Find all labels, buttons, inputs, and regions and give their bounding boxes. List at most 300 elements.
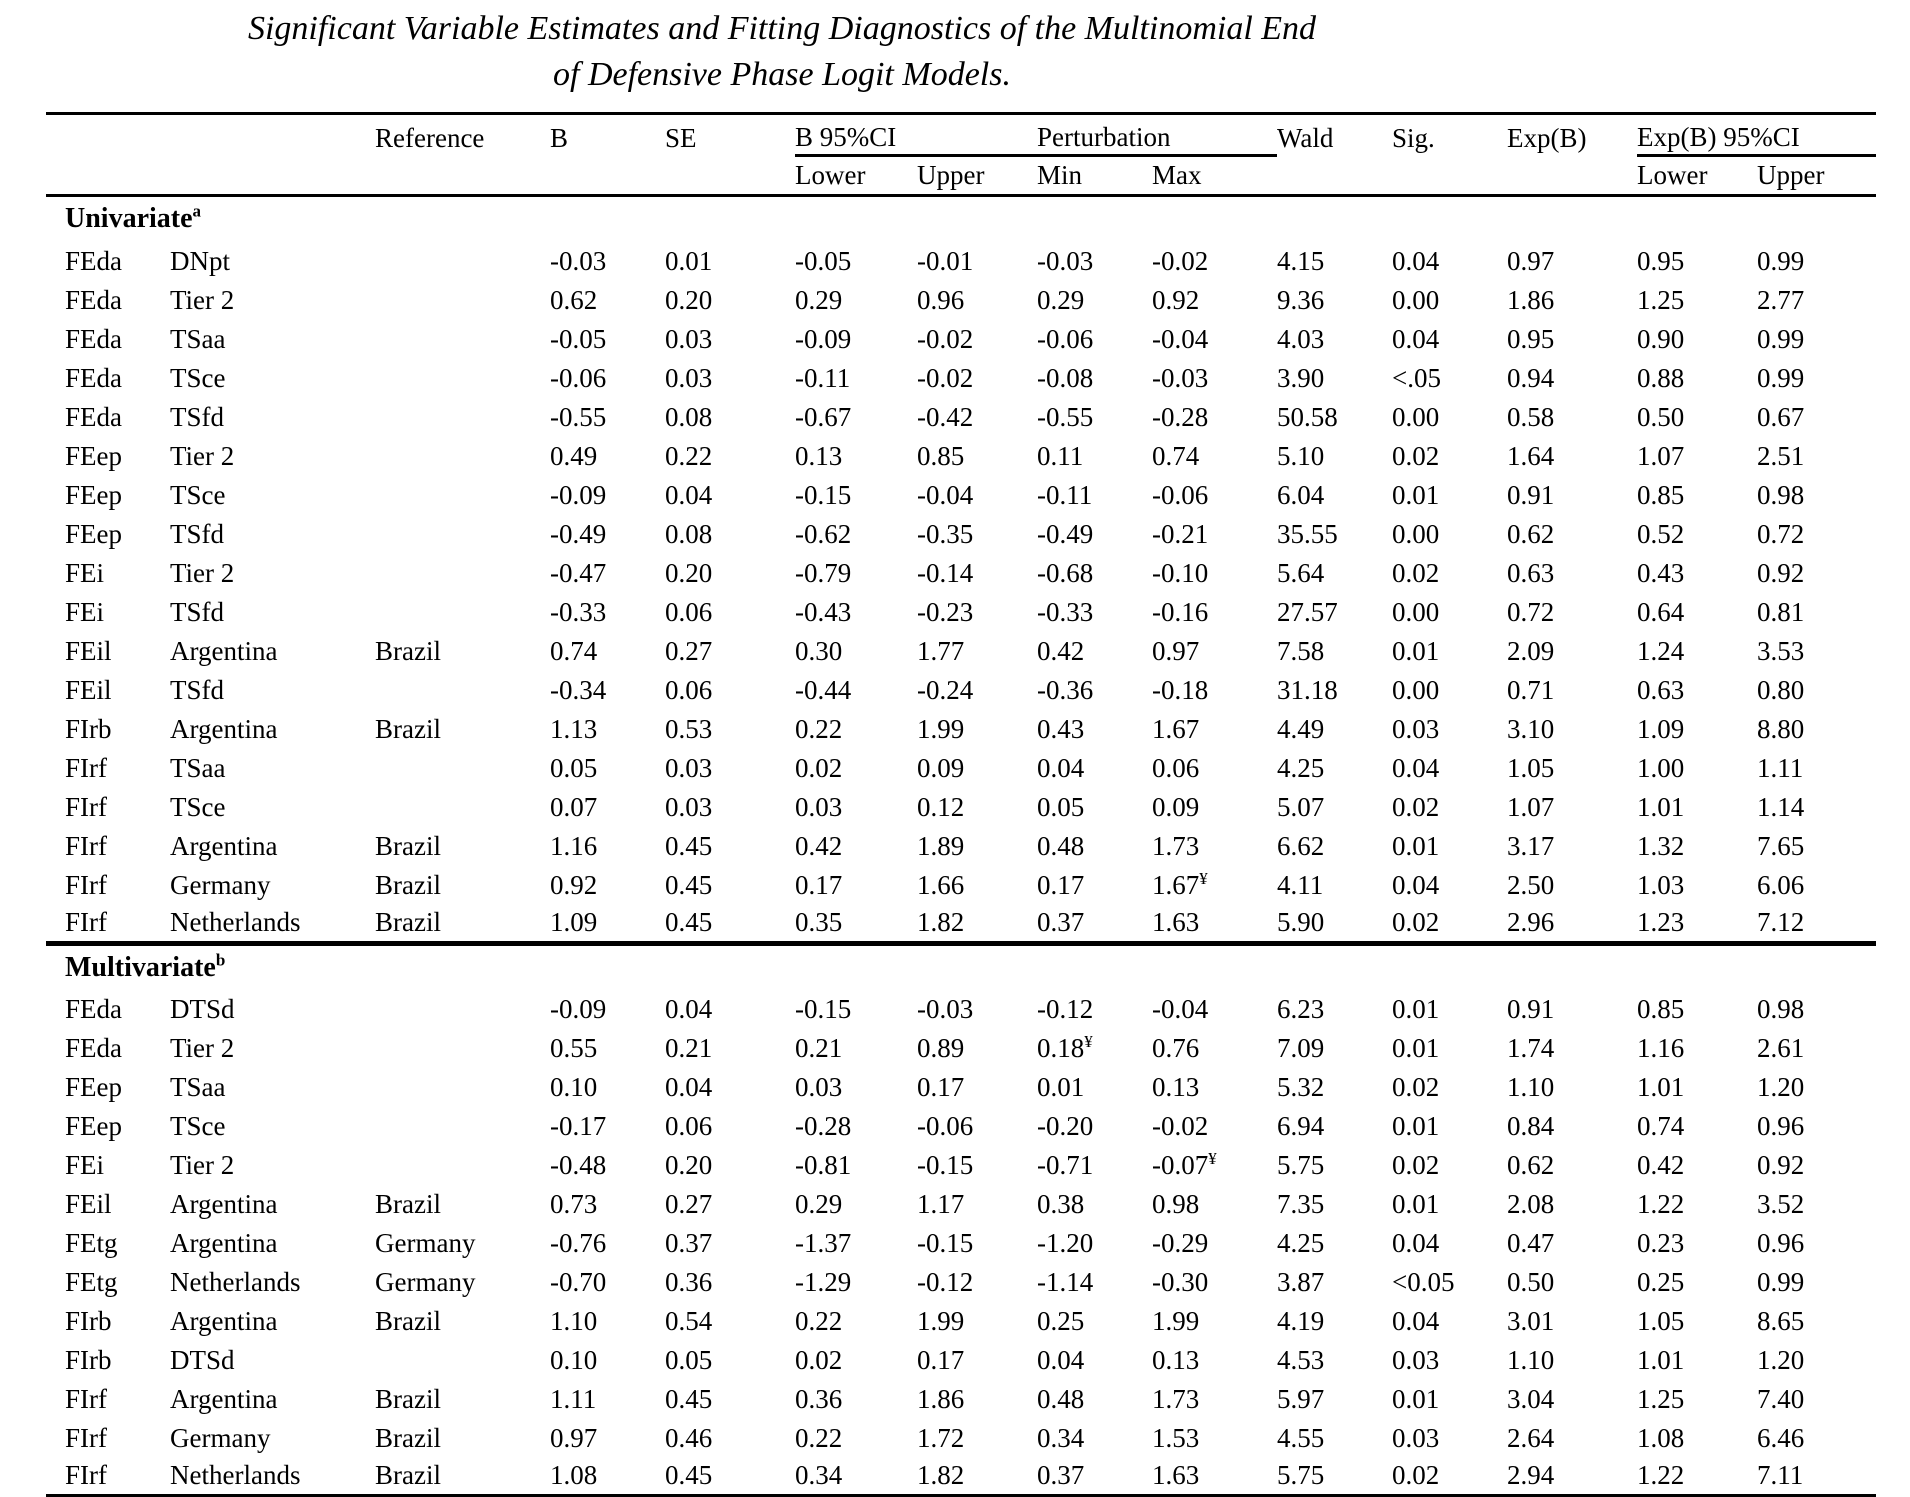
cell-se: 0.01 bbox=[665, 245, 713, 276]
cell-perturb-max: 0.74 bbox=[1152, 440, 1200, 471]
subheader-max: Max bbox=[1152, 156, 1277, 196]
cell-b-ci-upper: 1.82 bbox=[917, 1460, 965, 1491]
subheader-exp-lower: Lower bbox=[1637, 156, 1757, 196]
cell-b-ci-upper: -0.02 bbox=[917, 323, 974, 354]
cell-model: FEep bbox=[65, 518, 122, 549]
cell-perturb-max: 1.99 bbox=[1152, 1305, 1200, 1336]
cell-b-ci-upper: 0.85 bbox=[917, 440, 965, 471]
cell-b-ci-upper: -0.14 bbox=[917, 557, 974, 588]
cell-exp-b-ci-upper: 0.99 bbox=[1757, 245, 1805, 276]
header-reference: Reference bbox=[375, 114, 550, 156]
cell-exp-b-ci-upper: 7.65 bbox=[1757, 830, 1805, 861]
cell-perturb-max: 0.06 bbox=[1152, 752, 1200, 783]
cell-exp-b-ci-upper: 1.14 bbox=[1757, 791, 1805, 822]
cell-exp-b: 2.94 bbox=[1507, 1460, 1555, 1491]
subheader-spacer bbox=[1507, 156, 1637, 196]
cell-reference bbox=[375, 1029, 550, 1068]
cell-reference: Brazil bbox=[375, 1188, 441, 1219]
cell-variable: TSce bbox=[170, 1110, 226, 1141]
cell-perturb-max: 1.67¥ bbox=[1152, 868, 1208, 900]
cell-wald: 4.49 bbox=[1277, 713, 1325, 744]
cell-variable: Netherlands bbox=[170, 1460, 301, 1491]
cell-exp-b: 1.07 bbox=[1507, 791, 1555, 822]
cell-exp-b-ci-upper: 0.96 bbox=[1757, 1110, 1805, 1141]
header-exp-b: Exp(B) bbox=[1507, 114, 1637, 156]
cell-variable: Tier 2 bbox=[170, 557, 235, 588]
cell-model: FIrf bbox=[65, 791, 107, 822]
table-row bbox=[46, 905, 1876, 944]
header-row-groups bbox=[46, 114, 1876, 156]
cell-exp-b-ci-lower: 0.74 bbox=[1637, 1110, 1685, 1141]
cell-b-ci-lower: -0.44 bbox=[795, 674, 852, 705]
cell-reference: Brazil bbox=[375, 830, 441, 861]
subheader-spacer bbox=[375, 156, 550, 196]
cell-se: 0.05 bbox=[665, 1344, 713, 1375]
cell-wald: 35.55 bbox=[1277, 518, 1338, 549]
cell-exp-b: 1.10 bbox=[1507, 1071, 1555, 1102]
cell-se: 0.20 bbox=[665, 1149, 713, 1180]
cell-b: 0.10 bbox=[550, 1344, 598, 1375]
cell-reference: Brazil bbox=[375, 1460, 441, 1491]
cell-wald: 4.11 bbox=[1277, 869, 1324, 900]
cell-perturb-min: 0.48 bbox=[1037, 1383, 1085, 1414]
cell-perturb-min: 0.04 bbox=[1037, 752, 1085, 783]
cell-se: 0.46 bbox=[665, 1422, 713, 1453]
cell-model: FEda bbox=[65, 245, 122, 276]
cell-exp-b: 0.94 bbox=[1507, 362, 1555, 393]
cell-variable: Argentina bbox=[170, 1227, 278, 1258]
cell-reference bbox=[375, 1341, 550, 1380]
subheader-spacer bbox=[1392, 156, 1507, 196]
cell-reference bbox=[375, 1107, 550, 1146]
cell-b-ci-lower: -0.05 bbox=[795, 245, 852, 276]
cell-perturb-max: -0.29 bbox=[1152, 1227, 1209, 1258]
cell-b: -0.17 bbox=[550, 1110, 607, 1141]
table-row bbox=[46, 1107, 1876, 1146]
cell-exp-b-ci-upper: 0.96 bbox=[1757, 1227, 1805, 1258]
cell-exp-b-ci-upper: 2.61 bbox=[1757, 1032, 1805, 1063]
cell-b-ci-upper: 1.72 bbox=[917, 1422, 965, 1453]
cell-exp-b: 2.64 bbox=[1507, 1422, 1555, 1453]
cell-b: 0.62 bbox=[550, 284, 598, 315]
subheader-exp-upper: Upper bbox=[1757, 156, 1876, 196]
header-group-b-ci: B 95%CI bbox=[795, 114, 1037, 156]
cell-wald: 6.62 bbox=[1277, 830, 1325, 861]
cell-variable: Germany bbox=[170, 869, 271, 900]
cell-b-ci-upper: -0.03 bbox=[917, 993, 974, 1024]
cell-sig: 0.04 bbox=[1392, 869, 1440, 900]
cell-model: FEil bbox=[65, 635, 112, 666]
cell-se: 0.03 bbox=[665, 752, 713, 783]
subheader-b-lower: Lower bbox=[795, 156, 917, 196]
cell-variable: TSaa bbox=[170, 1071, 226, 1102]
cell-b: -0.33 bbox=[550, 596, 607, 627]
cell-b-ci-lower: -0.15 bbox=[795, 993, 852, 1024]
cell-model: FEil bbox=[65, 674, 112, 705]
cell-b-ci-lower: 0.29 bbox=[795, 284, 843, 315]
cell-exp-b: 2.50 bbox=[1507, 869, 1555, 900]
cell-b-ci-lower: 0.22 bbox=[795, 713, 843, 744]
cell-exp-b-ci-lower: 0.90 bbox=[1637, 323, 1685, 354]
cell-exp-b: 0.84 bbox=[1507, 1110, 1555, 1141]
cell-exp-b: 0.47 bbox=[1507, 1227, 1555, 1258]
cell-exp-b: 0.62 bbox=[1507, 1149, 1555, 1180]
cell-exp-b-ci-upper: 0.99 bbox=[1757, 323, 1805, 354]
cell-se: 0.45 bbox=[665, 869, 713, 900]
table-row bbox=[46, 1341, 1876, 1380]
cell-b-ci-upper: 0.89 bbox=[917, 1032, 965, 1063]
cell-perturb-min: 0.37 bbox=[1037, 907, 1085, 938]
cell-b-ci-upper: 0.12 bbox=[917, 791, 965, 822]
cell-reference: Brazil bbox=[375, 1305, 441, 1336]
cell-exp-b-ci-lower: 1.01 bbox=[1637, 1071, 1685, 1102]
subheader-spacer bbox=[1277, 156, 1392, 196]
cell-b: 1.11 bbox=[550, 1383, 597, 1414]
cell-model: FEda bbox=[65, 323, 122, 354]
cell-b-ci-lower: -0.62 bbox=[795, 518, 852, 549]
cell-exp-b-ci-upper: 8.65 bbox=[1757, 1305, 1805, 1336]
cell-perturb-min: -0.55 bbox=[1037, 401, 1094, 432]
cell-perturb-max: -0.28 bbox=[1152, 401, 1209, 432]
table-row bbox=[46, 1224, 1876, 1263]
cell-exp-b: 0.63 bbox=[1507, 557, 1555, 588]
cell-variable: Argentina bbox=[170, 1188, 278, 1219]
cell-sig: 0.04 bbox=[1392, 323, 1440, 354]
cell-se: 0.36 bbox=[665, 1266, 713, 1297]
cell-perturb-max: -0.02 bbox=[1152, 1110, 1209, 1141]
cell-variable: Germany bbox=[170, 1422, 271, 1453]
cell-sig: 0.01 bbox=[1392, 1383, 1440, 1414]
cell-exp-b-ci-lower: 1.01 bbox=[1637, 1344, 1685, 1375]
cell-exp-b-ci-upper: 1.20 bbox=[1757, 1071, 1805, 1102]
cell-reference: Germany bbox=[375, 1227, 476, 1258]
cell-exp-b-ci-lower: 0.23 bbox=[1637, 1227, 1685, 1258]
table-row bbox=[46, 749, 1876, 788]
cell-sig: 0.02 bbox=[1392, 791, 1440, 822]
cell-b-ci-upper: -0.15 bbox=[917, 1149, 974, 1180]
cell-sig: 0.01 bbox=[1392, 830, 1440, 861]
cell-model: FEtg bbox=[65, 1227, 118, 1258]
cell-variable: TSce bbox=[170, 479, 226, 510]
cell-model: FIrb bbox=[65, 1344, 112, 1375]
cell-exp-b-ci-lower: 1.23 bbox=[1637, 907, 1685, 938]
cell-perturb-min: 0.43 bbox=[1037, 713, 1085, 744]
cell-b-ci-lower: -1.29 bbox=[795, 1266, 852, 1297]
cell-model: FIrb bbox=[65, 713, 112, 744]
cell-exp-b-ci-upper: 1.11 bbox=[1757, 752, 1804, 783]
cell-b: 0.55 bbox=[550, 1032, 598, 1063]
header-group-exp-b-ci: Exp(B) 95%CI bbox=[1637, 114, 1876, 156]
table-row bbox=[46, 437, 1876, 476]
subheader-b-upper: Upper bbox=[917, 156, 1037, 196]
cell-reference bbox=[375, 320, 550, 359]
table-row bbox=[46, 710, 1876, 749]
cell-model: FEep bbox=[65, 1110, 122, 1141]
cell-exp-b-ci-upper: 6.06 bbox=[1757, 869, 1805, 900]
cell-exp-b-ci-lower: 0.85 bbox=[1637, 479, 1685, 510]
cell-exp-b: 0.91 bbox=[1507, 479, 1555, 510]
cell-exp-b-ci-lower: 1.22 bbox=[1637, 1460, 1685, 1491]
cell-model: FIrf bbox=[65, 830, 107, 861]
table-header bbox=[46, 114, 1876, 196]
cell-wald: 3.90 bbox=[1277, 362, 1325, 393]
cell-b-ci-upper: -0.06 bbox=[917, 1110, 974, 1141]
cell-se: 0.04 bbox=[665, 479, 713, 510]
cell-b-ci-lower: 0.02 bbox=[795, 1344, 843, 1375]
section-header-row bbox=[46, 944, 1876, 990]
cell-model: FIrf bbox=[65, 1383, 107, 1414]
cell-perturb-max: 1.73 bbox=[1152, 830, 1200, 861]
subheader-spacer bbox=[665, 156, 795, 196]
cell-b: 1.09 bbox=[550, 907, 598, 938]
cell-variable: TSce bbox=[170, 362, 226, 393]
cell-b-ci-lower: -0.43 bbox=[795, 596, 852, 627]
header-b: B bbox=[550, 114, 665, 156]
cell-perturb-min: -0.03 bbox=[1037, 245, 1094, 276]
cell-variable: TSfd bbox=[170, 518, 224, 549]
cell-exp-b: 1.10 bbox=[1507, 1344, 1555, 1375]
cell-reference: Brazil bbox=[375, 869, 441, 900]
header-sig: Sig. bbox=[1392, 114, 1507, 156]
results-table bbox=[46, 112, 1876, 1497]
cell-b: 0.92 bbox=[550, 869, 598, 900]
subheader-min: Min bbox=[1037, 156, 1152, 196]
cell-sig: <0.05 bbox=[1392, 1266, 1455, 1297]
cell-wald: 4.55 bbox=[1277, 1422, 1325, 1453]
cell-model: FEda bbox=[65, 401, 122, 432]
cell-reference bbox=[375, 990, 550, 1029]
cell-perturb-min: -0.71 bbox=[1037, 1149, 1094, 1180]
cell-wald: 7.58 bbox=[1277, 635, 1325, 666]
table-row bbox=[46, 1068, 1876, 1107]
cell-model: FEda bbox=[65, 284, 122, 315]
cell-perturb-min: -0.06 bbox=[1037, 323, 1094, 354]
cell-sig: 0.02 bbox=[1392, 1149, 1440, 1180]
cell-b: 0.73 bbox=[550, 1188, 598, 1219]
cell-sig: 0.00 bbox=[1392, 518, 1440, 549]
cell-model: FEda bbox=[65, 362, 122, 393]
cell-model: FIrf bbox=[65, 907, 107, 938]
cell-reference: Brazil bbox=[375, 907, 441, 938]
cell-wald: 4.25 bbox=[1277, 752, 1325, 783]
table-row bbox=[46, 990, 1876, 1029]
cell-b-ci-lower: 0.02 bbox=[795, 752, 843, 783]
cell-b-ci-lower: -0.79 bbox=[795, 557, 852, 588]
cell-sig: 0.02 bbox=[1392, 1071, 1440, 1102]
cell-sig: 0.01 bbox=[1392, 1032, 1440, 1063]
cell-exp-b: 1.64 bbox=[1507, 440, 1555, 471]
cell-exp-b-ci-upper: 7.12 bbox=[1757, 907, 1805, 938]
cell-b: -0.55 bbox=[550, 401, 607, 432]
section-label: Multivariate$^b$ bbox=[46, 944, 1876, 990]
cell-b-ci-lower: 0.30 bbox=[795, 635, 843, 666]
table-row bbox=[46, 1029, 1876, 1068]
cell-reference bbox=[375, 242, 550, 281]
cell-exp-b-ci-lower: 0.95 bbox=[1637, 245, 1685, 276]
cell-exp-b-ci-upper: 6.46 bbox=[1757, 1422, 1805, 1453]
cell-wald: 7.35 bbox=[1277, 1188, 1325, 1219]
cell-model: FEi bbox=[65, 1149, 105, 1180]
cell-b-ci-upper: 0.96 bbox=[917, 284, 965, 315]
cell-b-ci-lower: -0.11 bbox=[795, 362, 851, 393]
cell-exp-b: 0.97 bbox=[1507, 245, 1555, 276]
cell-model: FEep bbox=[65, 440, 122, 471]
cell-exp-b-ci-lower: 0.52 bbox=[1637, 518, 1685, 549]
cell-sig: 0.04 bbox=[1392, 1305, 1440, 1336]
cell-wald: 5.97 bbox=[1277, 1383, 1325, 1414]
cell-b-ci-upper: 1.89 bbox=[917, 830, 965, 861]
cell-sig: <.05 bbox=[1392, 362, 1441, 393]
cell-se: 0.45 bbox=[665, 1383, 713, 1414]
cell-se: 0.37 bbox=[665, 1227, 713, 1258]
subheader-spacer bbox=[46, 156, 170, 196]
cell-perturb-max: 0.92 bbox=[1152, 284, 1200, 315]
section-header-row bbox=[46, 196, 1876, 242]
table-title-line2: of Defensive Phase Logit Models. bbox=[553, 56, 1011, 93]
table-row bbox=[46, 788, 1876, 827]
cell-b: -0.70 bbox=[550, 1266, 607, 1297]
cell-exp-b-ci-upper: 0.80 bbox=[1757, 674, 1805, 705]
cell-variable: TSaa bbox=[170, 323, 226, 354]
cell-b-ci-lower: -1.37 bbox=[795, 1227, 852, 1258]
cell-sig: 0.00 bbox=[1392, 401, 1440, 432]
cell-variable: Tier 2 bbox=[170, 1032, 235, 1063]
cell-b-ci-lower: 0.36 bbox=[795, 1383, 843, 1414]
cell-exp-b-ci-upper: 2.51 bbox=[1757, 440, 1805, 471]
cell-perturb-min: -0.08 bbox=[1037, 362, 1094, 393]
cell-exp-b-ci-upper: 3.53 bbox=[1757, 635, 1805, 666]
cell-exp-b-ci-upper: 0.99 bbox=[1757, 1266, 1805, 1297]
cell-wald: 27.57 bbox=[1277, 596, 1338, 627]
cell-se: 0.22 bbox=[665, 440, 713, 471]
cell-b: 1.10 bbox=[550, 1305, 598, 1336]
cell-sig: 0.02 bbox=[1392, 1460, 1440, 1491]
cell-b: -0.09 bbox=[550, 479, 607, 510]
cell-exp-b-ci-upper: 7.40 bbox=[1757, 1383, 1805, 1414]
cell-variable: Argentina bbox=[170, 635, 278, 666]
cell-perturb-min: 0.48 bbox=[1037, 830, 1085, 861]
cell-exp-b: 1.05 bbox=[1507, 752, 1555, 783]
cell-exp-b-ci-lower: 0.88 bbox=[1637, 362, 1685, 393]
cell-perturb-max: -0.30 bbox=[1152, 1266, 1209, 1297]
cell-perturb-min: 0.18¥ bbox=[1037, 1031, 1093, 1063]
cell-wald: 6.04 bbox=[1277, 479, 1325, 510]
cell-variable: Netherlands bbox=[170, 907, 301, 938]
cell-se: 0.03 bbox=[665, 791, 713, 822]
cell-model: FEda bbox=[65, 1032, 122, 1063]
cell-model: FEi bbox=[65, 557, 105, 588]
cell-se: 0.08 bbox=[665, 518, 713, 549]
cell-b-ci-upper: -0.15 bbox=[917, 1227, 974, 1258]
header-row-sub bbox=[46, 156, 1876, 196]
cell-se: 0.45 bbox=[665, 830, 713, 861]
cell-exp-b: 0.95 bbox=[1507, 323, 1555, 354]
cell-b-ci-lower: -0.15 bbox=[795, 479, 852, 510]
cell-exp-b-ci-upper: 1.20 bbox=[1757, 1344, 1805, 1375]
cell-perturb-max: -0.21 bbox=[1152, 518, 1209, 549]
cell-perturb-max: -0.02 bbox=[1152, 245, 1209, 276]
cell-b-ci-upper: -0.04 bbox=[917, 479, 974, 510]
cell-wald: 6.94 bbox=[1277, 1110, 1325, 1141]
cell-exp-b-ci-lower: 0.85 bbox=[1637, 993, 1685, 1024]
cell-se: 0.20 bbox=[665, 284, 713, 315]
cell-perturb-max: -0.10 bbox=[1152, 557, 1209, 588]
cell-reference: Brazil bbox=[375, 713, 441, 744]
cell-se: 0.45 bbox=[665, 1460, 713, 1491]
cell-exp-b: 2.96 bbox=[1507, 907, 1555, 938]
cell-variable: Tier 2 bbox=[170, 440, 235, 471]
cell-wald: 9.36 bbox=[1277, 284, 1325, 315]
cell-wald: 4.15 bbox=[1277, 245, 1325, 276]
cell-perturb-min: 0.37 bbox=[1037, 1460, 1085, 1491]
cell-exp-b: 0.50 bbox=[1507, 1266, 1555, 1297]
cell-perturb-min: 0.17 bbox=[1037, 869, 1085, 900]
table-title bbox=[0, 0, 1564, 98]
table-row bbox=[46, 671, 1876, 710]
cell-exp-b: 2.08 bbox=[1507, 1188, 1555, 1219]
cell-b: 1.16 bbox=[550, 830, 598, 861]
cell-b-ci-lower: -0.81 bbox=[795, 1149, 852, 1180]
table-row bbox=[46, 320, 1876, 359]
cell-se: 0.04 bbox=[665, 993, 713, 1024]
cell-sig: 0.03 bbox=[1392, 713, 1440, 744]
cell-exp-b-ci-lower: 1.07 bbox=[1637, 440, 1685, 471]
cell-wald: 5.32 bbox=[1277, 1071, 1325, 1102]
cell-variable: TSfd bbox=[170, 674, 224, 705]
cell-variable: TSfd bbox=[170, 596, 224, 627]
cell-perturb-max: -0.07¥ bbox=[1152, 1148, 1217, 1180]
cell-exp-b-ci-lower: 1.25 bbox=[1637, 1383, 1685, 1414]
cell-reference bbox=[375, 593, 550, 632]
cell-exp-b-ci-lower: 0.63 bbox=[1637, 674, 1685, 705]
cell-b-ci-lower: 0.34 bbox=[795, 1460, 843, 1491]
cell-reference bbox=[375, 1068, 550, 1107]
cell-b-ci-lower: -0.67 bbox=[795, 401, 852, 432]
table-row bbox=[46, 1302, 1876, 1341]
cell-b-ci-lower: 0.35 bbox=[795, 907, 843, 938]
cell-exp-b: 0.71 bbox=[1507, 674, 1555, 705]
cell-model: FIrf bbox=[65, 1460, 107, 1491]
cell-variable: Argentina bbox=[170, 713, 278, 744]
cell-variable: Argentina bbox=[170, 1383, 278, 1414]
cell-perturb-min: 0.38 bbox=[1037, 1188, 1085, 1219]
cell-b-ci-upper: -0.01 bbox=[917, 245, 974, 276]
cell-b-ci-lower: 0.22 bbox=[795, 1422, 843, 1453]
cell-variable: DTSd bbox=[170, 1344, 235, 1375]
cell-perturb-max: -0.18 bbox=[1152, 674, 1209, 705]
cell-perturb-max: -0.06 bbox=[1152, 479, 1209, 510]
cell-se: 0.03 bbox=[665, 323, 713, 354]
cell-reference bbox=[375, 515, 550, 554]
cell-variable: DTSd bbox=[170, 993, 235, 1024]
table-row bbox=[46, 1419, 1876, 1458]
cell-reference bbox=[375, 671, 550, 710]
cell-perturb-max: 1.67 bbox=[1152, 713, 1200, 744]
cell-b-ci-lower: 0.03 bbox=[795, 1071, 843, 1102]
cell-reference bbox=[375, 749, 550, 788]
cell-variable: TSce bbox=[170, 791, 226, 822]
cell-model: FEda bbox=[65, 993, 122, 1024]
cell-exp-b-ci-upper: 7.11 bbox=[1757, 1460, 1804, 1491]
table-row bbox=[46, 1146, 1876, 1185]
cell-sig: 0.00 bbox=[1392, 284, 1440, 315]
cell-perturb-max: 0.09 bbox=[1152, 791, 1200, 822]
cell-wald: 50.58 bbox=[1277, 401, 1338, 432]
cell-reference bbox=[375, 1146, 550, 1185]
cell-reference: Brazil bbox=[375, 635, 441, 666]
cell-b-ci-lower: 0.42 bbox=[795, 830, 843, 861]
cell-variable: Tier 2 bbox=[170, 284, 235, 315]
